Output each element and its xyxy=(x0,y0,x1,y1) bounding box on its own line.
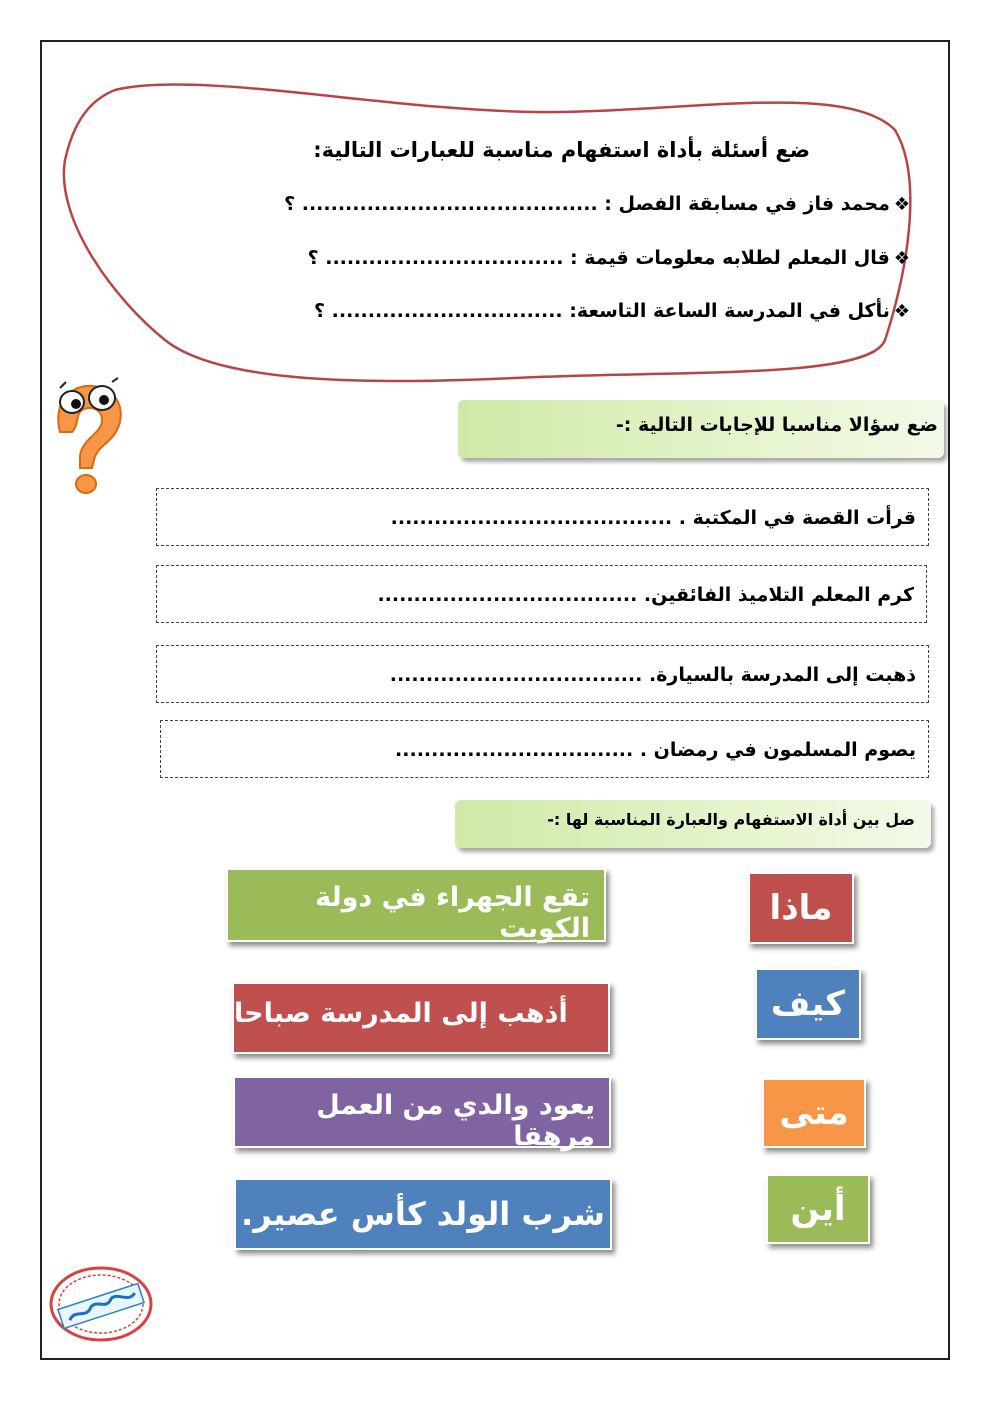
question-text: قال المعلم لطلابه معلومات قيمة : ................................. ؟ xyxy=(307,247,890,269)
section2-banner xyxy=(458,400,944,458)
word-card-ayna[interactable]: أين xyxy=(766,1174,870,1244)
sentence-card-4[interactable]: شرب الولد كأس عصير. xyxy=(234,1178,612,1250)
section1-title: ضع أسئلة بأداة استفهام مناسبة للعبارات التالية: xyxy=(313,138,810,162)
sentence-card-2[interactable]: أذهب إلى المدرسة صباحا xyxy=(232,982,610,1054)
answer-text: كرم المعلم التلاميذ الفائقين. .................................... xyxy=(377,584,914,606)
answer-text: يصوم المسلمون في رمضان . ................................. xyxy=(395,739,916,761)
word-card-kayfa[interactable]: كيف xyxy=(755,968,861,1040)
word-card-matha[interactable]: ماذا xyxy=(748,872,854,944)
question-item-1 xyxy=(284,193,910,215)
answer-box-1 xyxy=(156,488,929,546)
question-item-3 xyxy=(314,300,910,322)
question-text: نأكل في المدرسة الساعة التاسعة: ................................ ؟ xyxy=(314,300,890,322)
stamp-icon xyxy=(45,1262,157,1346)
diamond-bullet-icon: ❖ xyxy=(893,300,910,322)
diamond-bullet-icon: ❖ xyxy=(893,193,910,215)
orange-question-mark-icon xyxy=(42,372,132,502)
question-text: محمد فاز في مسابقة الفصل : ......................................... ؟ xyxy=(284,193,890,215)
answer-text: ذهبت إلى المدرسة بالسيارة. ................................... xyxy=(389,664,916,686)
answer-text: قرأت القصة في المكتبة . ....................................... xyxy=(390,507,916,529)
section2-title: ضع سؤالا مناسبا للإجابات التالية :- xyxy=(615,414,938,436)
cloud-border xyxy=(55,70,925,390)
sentence-card-3[interactable]: يعود والدي من العمل مرهقا xyxy=(233,1076,611,1148)
diamond-bullet-icon: ❖ xyxy=(893,247,910,269)
section3-banner xyxy=(455,800,931,848)
answer-box-2 xyxy=(156,565,927,623)
section3-title: صل بين أداة الاستفهام والعبارة المناسبة لها :- xyxy=(547,810,915,829)
answer-box-4 xyxy=(160,720,929,778)
word-card-mata[interactable]: متى xyxy=(762,1078,866,1148)
sentence-card-1[interactable]: تقع الجهراء في دولة الكويت xyxy=(226,868,606,942)
question-item-2 xyxy=(308,247,910,269)
answer-box-3 xyxy=(156,645,929,703)
